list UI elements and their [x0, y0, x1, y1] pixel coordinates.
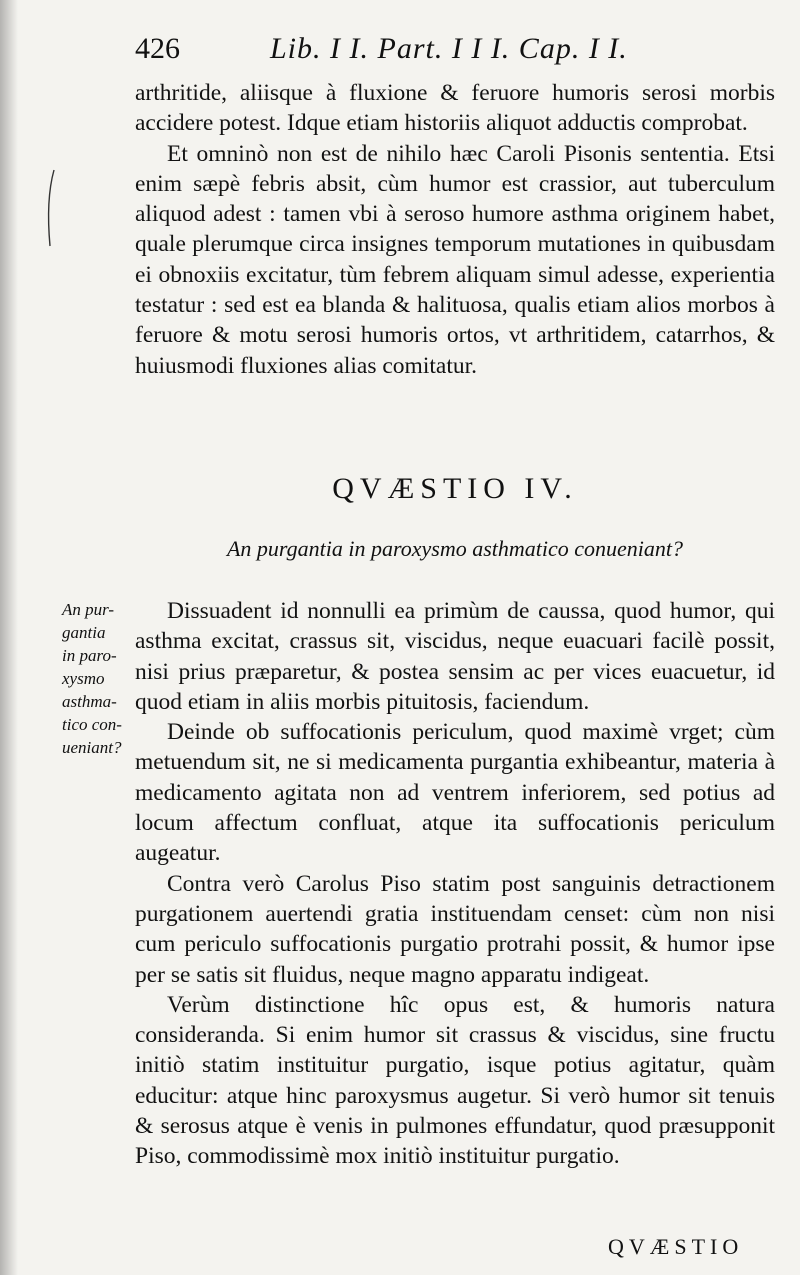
section-reference: Lib. I I. Part. I I I. Cap. I I. [270, 32, 628, 65]
page-number: 426 [135, 32, 180, 65]
margin-note [62, 598, 132, 759]
question-heading: QVÆSTIO IV. [332, 472, 578, 505]
paragraph-contra: Contra verò Carolus Piso statim post sanguinis detractionem purgationem auertendi gratia instituendam censet: cùm non nisi cum periculo suffocationis purgatio protrahi possit, & humor ipse per se satis sit fluidus, neque magno apparatu indigeat. [135, 870, 775, 988]
spine-shadow [0, 0, 18, 1275]
margin-note-line: xysmo [62, 669, 105, 688]
question-title: An purgantia in paroxysmo asthmatico conueniant? [226, 536, 684, 561]
question-body [135, 596, 775, 1172]
margin-note-line: tico con- [62, 715, 122, 734]
paragraph-verum: Verùm distinctione hîc opus est, & humoris natura consideranda. Si enim humor sit crassus & viscidus, sine fructu initiò statim instituitur purgatio, isque potius agitatur, quàm educitur: atque hinc paroxysmus augetur. Si verò humor sit tenuis & serosus atque è venis in pulmones effundatur, quod præsupponit Piso, commodissimè mox initiò instituitur purgatio. [135, 991, 775, 1170]
paragraph-deinde: Deinde ob suffocationis periculum, quod maximè vrget; cùm metuendum sit, ne si medicamenta purgantia exhibeantur, materia à medicamento agitata non ad ventrem inferiorem, sed potius ad locum affectum confluat, atque ita suffocationis periculum augeatur. [135, 719, 775, 867]
margin-note-line: asthma- [62, 692, 117, 711]
margin-note-line: ueniant? [62, 738, 122, 757]
margin-note-line: gantia [62, 623, 106, 642]
catchword: QVÆSTIO [608, 1234, 744, 1259]
paragraph-continued: arthritide, aliisque à fluxione & feruore humoris serosi morbis accidere potest. Idque etiam historiis aliquot adductis comprobat. [135, 80, 775, 137]
paragraph-dissuadent: Dissuadent id nonnulli ea primùm de caussa, quod humor, qui asthma excitat, crassus sit, viscidus, neque euacuari facilè possit, nisi prius præparetur, & postea sensim ac per vices euacuetur, id quod etiam in aliis morbis pituitosis, faciendum. [135, 598, 775, 715]
paragraph-piso-opinion: Et omninò non est de nihilo hæc Caroli Pisonis sententia. Etsi enim sæpè febris absit, cùm humor est crassior, aut tuberculum aliquod adest : tamen vbi à seroso humore asthma originem habet, quale plerumque circa insignes temporum mutationes in quibusdam ei obnoxiis excitatur, tùm febrem aliquam simul adesse, experientia testatur : sed est ea blanda & halituosa, qualis etiam alios morbos à feruore & motu serosi humoris ortos, vt arthritidem, catarrhos, & huiusmodi fluxiones alias comitatur. [135, 140, 775, 379]
margin-note-line: in paro- [62, 646, 117, 665]
continuation-text [135, 78, 775, 381]
running-head [135, 32, 695, 76]
margin-note-line: An pur- [62, 600, 115, 619]
pen-mark-icon [40, 168, 60, 248]
